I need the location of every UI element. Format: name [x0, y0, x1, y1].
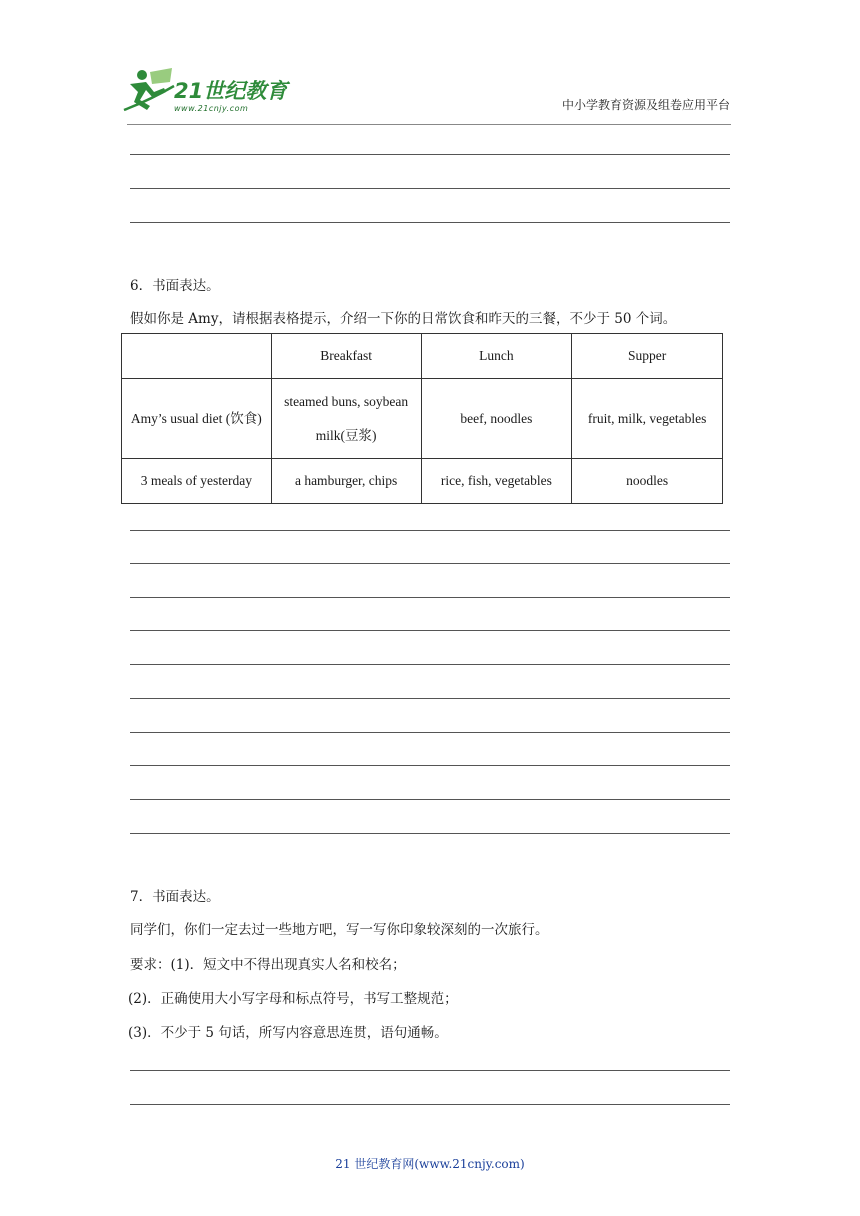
answer-line[interactable] — [130, 1070, 730, 1071]
table-header-row — [122, 334, 723, 379]
runner-icon — [124, 68, 174, 110]
platform-name: 中小学教育资源及组卷应用平台 — [561, 98, 730, 112]
q7-prompt: 同学们，你们一定去过一些地方吧，写一写你印象较深刻的一次旅行。 — [130, 922, 549, 938]
table-cell: steamed buns, soybean milk(豆浆) — [271, 379, 421, 459]
answer-line[interactable] — [130, 765, 730, 766]
q7-requirement: (2)．正确使用大小写字母和标点符号，书写工整规范； — [128, 991, 458, 1007]
diet-table — [121, 333, 723, 504]
answer-line[interactable] — [130, 154, 730, 155]
answer-line[interactable] — [130, 222, 730, 223]
answer-line[interactable] — [130, 698, 730, 699]
table-cell: noodles — [572, 459, 723, 504]
answer-line[interactable] — [130, 833, 730, 834]
q6-prompt: 假如你是 Amy，请根据表格提示，介绍一下你的日常饮食和昨天的三餐，不少于 50 个词。 — [130, 311, 677, 327]
table-cell: fruit, milk, vegetables — [572, 379, 723, 459]
q7-title: 7．书面表达。 — [130, 889, 220, 905]
table-cell: beef, noodles — [421, 379, 572, 459]
table-cell: a hamburger, chips — [271, 459, 421, 504]
logo-url: www.21cnjy.com — [174, 104, 249, 113]
table-cell: rice, fish, vegetables — [421, 459, 572, 504]
q7-requirement: 要求：(1)．短文中不得出现真实人名和校名； — [130, 957, 406, 973]
footer-link[interactable]: 21 世纪教育网(www.21cnjy.com) — [335, 1157, 525, 1171]
table-header-cell — [122, 334, 272, 379]
q6-title: 6．书面表达。 — [130, 278, 220, 294]
answer-line[interactable] — [130, 530, 730, 531]
table-header-cell: Breakfast — [271, 334, 421, 379]
answer-line[interactable] — [130, 799, 730, 800]
table-header-cell: Lunch — [421, 334, 572, 379]
table-cell: Amy’s usual diet (饮食) — [122, 379, 272, 459]
answer-line[interactable] — [130, 1104, 730, 1105]
table-row — [122, 379, 723, 459]
header-rule — [127, 124, 731, 125]
answer-line[interactable] — [130, 732, 730, 733]
answer-line[interactable] — [130, 597, 730, 598]
answer-line[interactable] — [130, 563, 730, 564]
answer-line[interactable] — [130, 664, 730, 665]
q7-requirement: (3)．不少于 5 句话，所写内容意思连贯，语句通畅。 — [128, 1025, 448, 1041]
site-logo — [120, 66, 300, 118]
answer-line[interactable] — [130, 630, 730, 631]
logo-title: 21世纪教育 — [174, 79, 288, 103]
table-header-cell: Supper — [572, 334, 723, 379]
table-row — [122, 459, 723, 504]
answer-line[interactable] — [130, 188, 730, 189]
table-cell: 3 meals of yesterday — [122, 459, 272, 504]
